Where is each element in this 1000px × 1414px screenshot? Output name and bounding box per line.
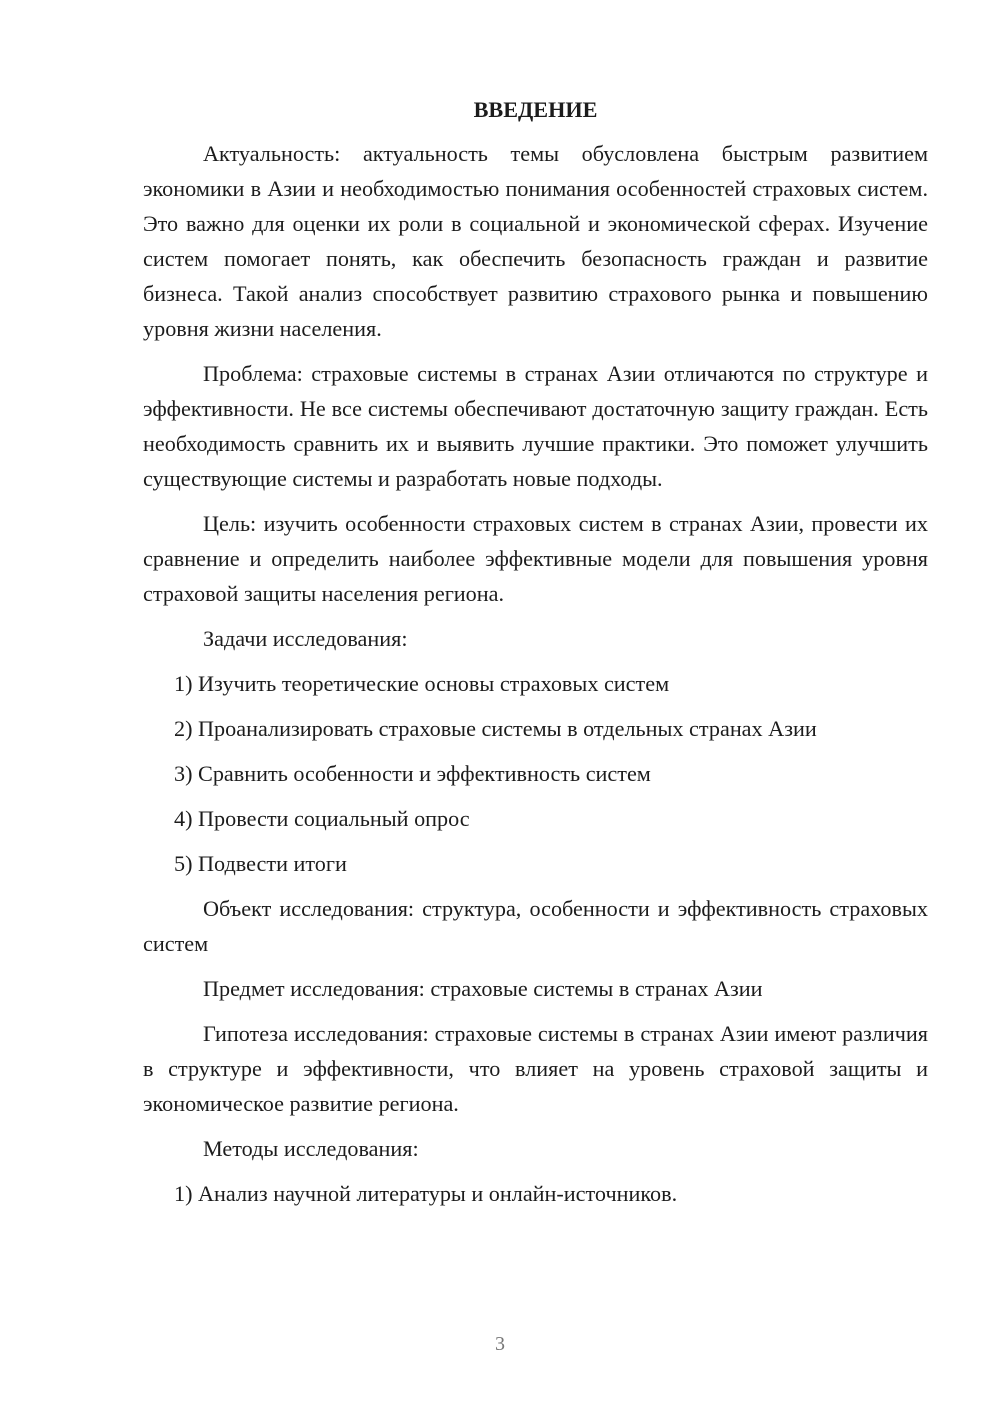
list-item: 1) Изучить теоретические основы страховых систем (174, 671, 670, 696)
tasks-list (143, 666, 928, 881)
methods-list (143, 1176, 928, 1211)
list-item: 4) Провести социальный опрос (174, 806, 470, 831)
object-paragraph: Объект исследования: структура, особенности и эффективность страховых систем (143, 896, 928, 956)
list-item: 1) Анализ научной литературы и онлайн-источников. (174, 1181, 678, 1206)
problem-paragraph: Проблема: страховые системы в странах Азии отличаются по структуре и эффективности. Не все системы обеспечивают достаточную защиту граждан. Есть необходимость сравнить их и выявить лучшие практики. Это поможет улучшить существующие системы и разработать новые подходы. (143, 361, 928, 491)
methods-heading: Методы исследования: (203, 1136, 419, 1161)
goal-paragraph: Цель: изучить особенности страховых систем в странах Азии, провести их сравнение и определить наиболее эффективные модели для повышения уровня страховой защиты населения региона. (143, 511, 928, 606)
list-item: 3) Сравнить особенности и эффективность систем (174, 761, 651, 786)
relevance-paragraph: Актуальность: актуальность темы обусловлена быстрым развитием экономики в Азии и необходимостью понимания особенностей страховых систем. Это важно для оценки их роли в социальной и экономической сферах. Изучение систем помогает понять, как обеспечить безопасность граждан и развитие бизнеса. Такой анализ способствует развитию страхового рынка и повышению уровня жизни населения. (143, 141, 928, 341)
page-number: 3 (495, 1333, 505, 1355)
hypothesis-paragraph: Гипотеза исследования: страховые системы в странах Азии имеют различия в структуре и эффективности, что влияет на уровень страховой защиты и экономическое развитие региона. (143, 1021, 928, 1116)
list-item: 5) Подвести итоги (174, 851, 347, 876)
section-heading: ВВЕДЕНИЕ (473, 97, 598, 122)
subject-paragraph: Предмет исследования: страховые системы в странах Азии (203, 976, 763, 1001)
document-page (143, 95, 928, 1221)
list-item: 2) Проанализировать страховые системы в отдельных странах Азии (174, 716, 817, 741)
tasks-heading: Задачи исследования: (203, 626, 408, 651)
